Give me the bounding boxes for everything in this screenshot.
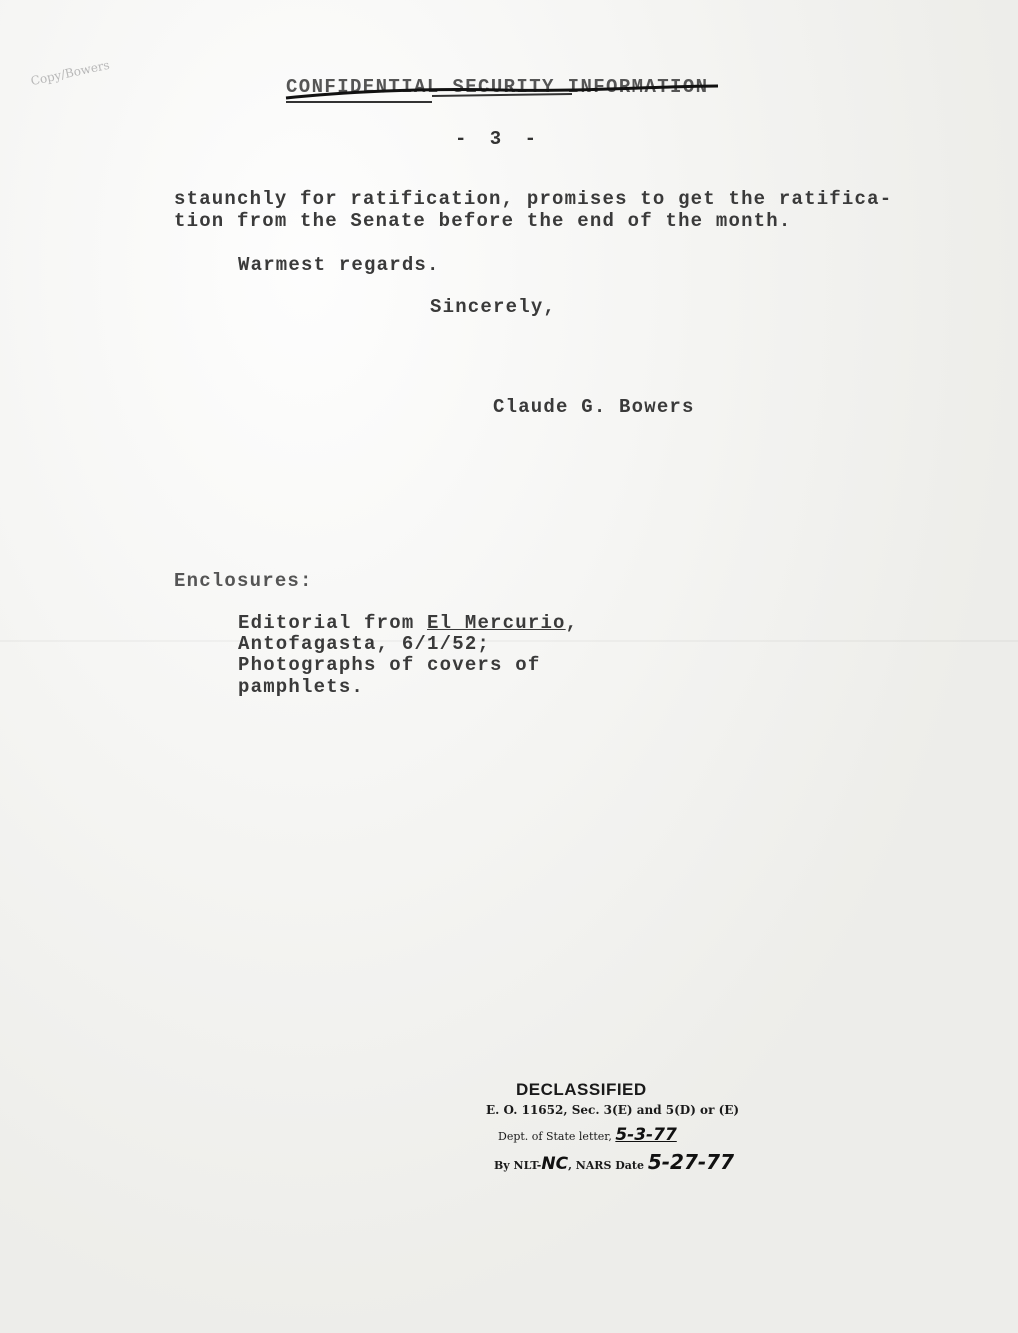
classification-header: CONFIDENTIAL SECURITY INFORMATION [286,76,709,98]
enclosure-suffix: , [565,612,579,634]
stamp-letter-date: 5-3-77 [615,1125,677,1145]
enclosure-line-1 [238,612,578,634]
signature-name: Claude G. Bowers [493,396,695,418]
paper-fold [0,640,1018,642]
closing-regards: Warmest regards. [238,254,440,276]
header-strike-mark [282,80,722,106]
declassified-stamp [478,1080,768,1190]
enclosure-prefix: Editorial from [238,612,428,634]
stamp-initials: NC [541,1154,569,1174]
stamp-authority-line: E. O. 11652, Sec. 3(E) and 5(D) or (E) [486,1103,740,1117]
stamp-letter-text: Dept. of State letter, [498,1130,612,1143]
enclosure-line-4: pamphlets. [238,676,365,698]
stamp-title: DECLASSIFIED [516,1080,647,1099]
stamp-by-prefix: By NLT- [494,1159,542,1172]
stamp-by-line [494,1150,734,1174]
body-line-1: staunchly for ratification, promises to get the ratifica- [174,188,893,210]
page-number: - 3 - [455,128,543,150]
stamp-letter-line [498,1125,677,1145]
enclosure-line-3: Photographs of covers of [238,654,541,676]
stamp-nars-date: 5-27-77 [647,1150,735,1174]
body-line-2: tion from the Senate before the end of the month. [174,210,792,232]
margin-note: Copy/Bowers [29,57,111,89]
enclosures-heading: Enclosures: [174,570,313,592]
enclosure-line-2: Antofagasta, 6/1/52; [238,633,491,655]
enclosure-newspaper: El Mercurio [427,612,566,634]
sign-off: Sincerely, [430,296,557,318]
stamp-nars-label: , NARS Date [568,1159,644,1172]
